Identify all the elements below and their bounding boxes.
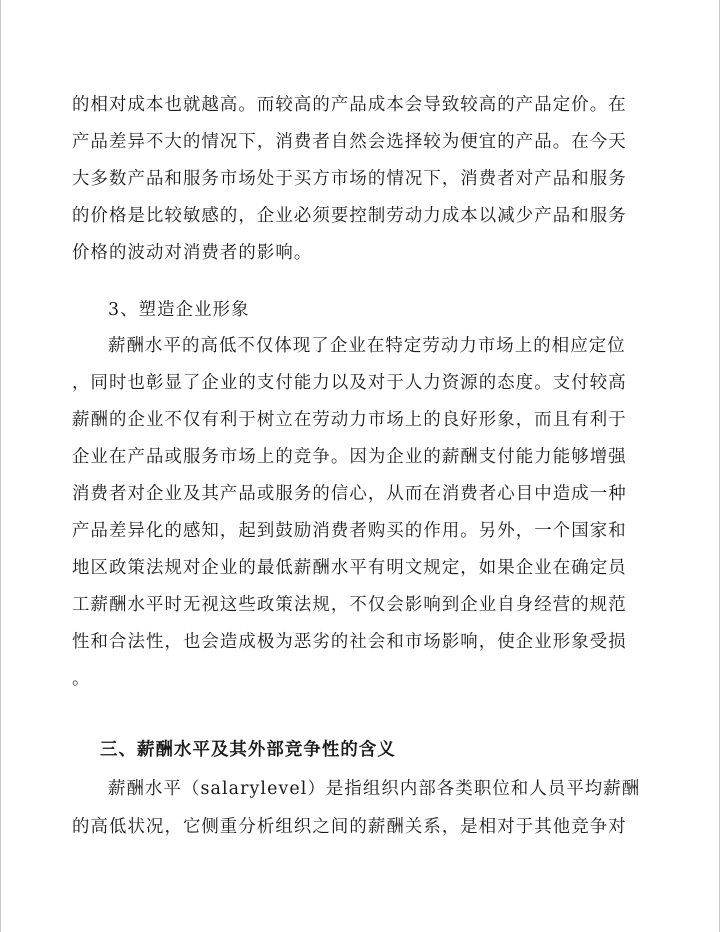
text-line: ，同时也彰显了企业的支付能力以及对于人力资源的态度。支付较高 bbox=[72, 373, 627, 393]
text-line: 地区政策法规对企业的最低薪酬水平有明文规定，如果企业在确定员 bbox=[72, 558, 627, 578]
text-line: 的相对成本也就越高。而较高的产品成本会导致较高的产品定价。在 bbox=[72, 95, 627, 115]
text-line: 消费者对企业及其产品或服务的信心，从而在消费者心目中造成一种 bbox=[72, 484, 627, 504]
text-line: 工薪酬水平时无视这些政策法规，不仅会影响到企业自身经营的规范 bbox=[72, 595, 627, 615]
text-line: 薪酬的企业不仅有利于树立在劳动力市场上的良好形象，而且有利于 bbox=[72, 410, 627, 430]
text-line: 性和合法性，也会造成极为恶劣的社会和市场影响，使企业形象受损 bbox=[72, 632, 627, 652]
section-subheading: 3、塑造企业形象 bbox=[108, 300, 250, 320]
text-line: 产品差异化的感知，起到鼓励消费者购买的作用。另外，一个国家和 bbox=[72, 521, 627, 541]
text-line: 的高低状况，它侧重分析组织之间的薪酬关系，是相对于其他竞争对 bbox=[72, 817, 627, 837]
text-line: 产品差异不大的情况下，消费者自然会选择较为便宜的产品。在今天 bbox=[72, 132, 627, 152]
text-line: 的价格是比较敏感的，企业必须要控制劳动力成本以减少产品和服务 bbox=[72, 206, 627, 226]
paragraph-first-line: 薪酬水平的高低不仅体现了企业在特定劳动力市场上的相应定位 bbox=[108, 336, 626, 356]
paragraph-first-line: 薪酬水平（salarylevel）是指组织内部各类职位和人员平均薪酬 bbox=[108, 779, 641, 799]
text-line: 大多数产品和服务市场处于买方市场的情况下，消费者对产品和服务 bbox=[72, 169, 627, 189]
text-line: 价格的波动对消费者的影响。 bbox=[72, 243, 313, 263]
text-line: 企业在产品或服务市场上的竞争。因为企业的薪酬支付能力能够增强 bbox=[72, 447, 627, 467]
page-border-left bbox=[0, 0, 1, 932]
text-line: 。 bbox=[72, 669, 91, 689]
section-heading: 三、薪酬水平及其外部竞争性的含义 bbox=[100, 740, 396, 760]
